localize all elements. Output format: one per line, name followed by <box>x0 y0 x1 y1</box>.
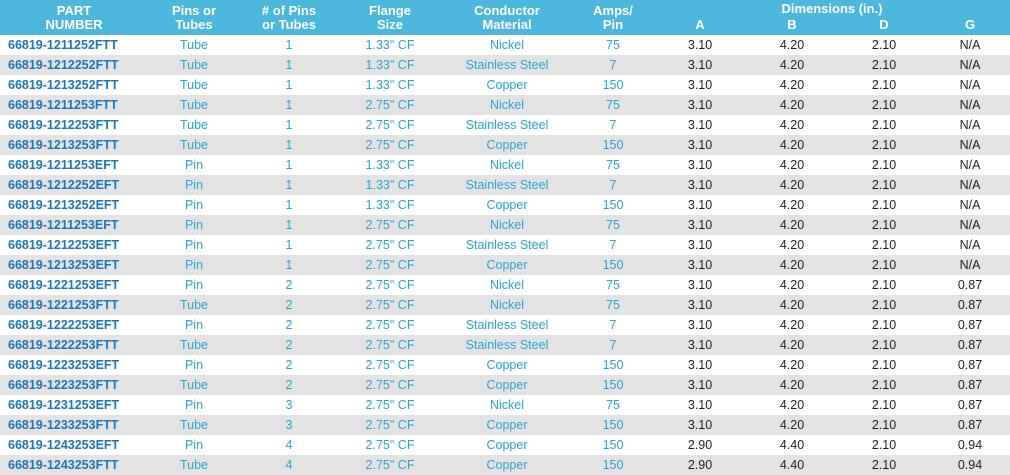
num-pins-line1: # of Pins <box>261 2 317 18</box>
cell-dim-d: 2.10 <box>838 35 930 55</box>
cell-dim-d: 2.10 <box>838 295 930 315</box>
cell-flange-size: 2.75" CF <box>338 395 442 415</box>
table-row <box>0 295 1010 315</box>
cell-count: 2 <box>240 315 338 335</box>
cell-dim-a: 3.10 <box>654 115 746 135</box>
table-row <box>0 75 1010 95</box>
cell-part-number: 66819-1243253EFT <box>0 435 148 455</box>
cell-dim-d: 2.10 <box>838 195 930 215</box>
table-row <box>0 355 1010 375</box>
cell-dim-a: 3.10 <box>654 35 746 55</box>
cell-part-number: 66819-1212252FTT <box>0 55 148 75</box>
cell-dim-d: 2.10 <box>838 355 930 375</box>
cell-pins-or-tubes: Pin <box>148 275 240 295</box>
cell-pins-or-tubes: Tube <box>148 135 240 155</box>
cell-dim-g: 0.87 <box>930 315 1010 335</box>
cell-pins-or-tubes: Pin <box>148 235 240 255</box>
cell-part-number: 66819-1211253EFT <box>0 215 148 235</box>
cell-part-number: 66819-1243253FTT <box>0 455 148 475</box>
cell-dim-b: 4.20 <box>746 415 838 435</box>
cell-conductor: Stainless Steel <box>442 115 572 135</box>
cell-dim-g: N/A <box>930 235 1010 255</box>
cell-count: 4 <box>240 435 338 455</box>
cell-dim-d: 2.10 <box>838 455 930 475</box>
cell-pins-or-tubes: Tube <box>148 35 240 55</box>
table-row <box>0 115 1010 135</box>
cell-amps: 150 <box>572 435 654 455</box>
cell-dim-a: 3.10 <box>654 95 746 115</box>
table-row <box>0 155 1010 175</box>
cell-pins-or-tubes: Tube <box>148 75 240 95</box>
cell-dim-a: 2.90 <box>654 435 746 455</box>
cell-part-number: 66819-1222253FTT <box>0 335 148 355</box>
cell-flange-size: 2.75" CF <box>338 455 442 475</box>
cell-count: 2 <box>240 355 338 375</box>
cell-dim-a: 3.10 <box>654 395 746 415</box>
cell-count: 3 <box>240 395 338 415</box>
cell-dim-b: 4.20 <box>746 295 838 315</box>
cell-flange-size: 2.75" CF <box>338 235 442 255</box>
cell-count: 1 <box>240 235 338 255</box>
cell-conductor: Stainless Steel <box>442 55 572 75</box>
cell-dim-d: 2.10 <box>838 155 930 175</box>
cell-dim-d: 2.10 <box>838 375 930 395</box>
cell-amps: 7 <box>572 115 654 135</box>
cell-amps: 75 <box>572 95 654 115</box>
cell-conductor: Copper <box>442 355 572 375</box>
cell-part-number: 66819-1211253FTT <box>0 95 148 115</box>
cell-conductor: Nickel <box>442 215 572 235</box>
cell-flange-size: 2.75" CF <box>338 375 442 395</box>
cell-dim-d: 2.10 <box>838 275 930 295</box>
cell-flange-size: 2.75" CF <box>338 335 442 355</box>
cell-part-number: 66819-1211252FTT <box>0 35 148 55</box>
cell-dim-d: 2.10 <box>838 75 930 95</box>
cell-conductor: Stainless Steel <box>442 235 572 255</box>
column-header-number-of-pins <box>240 0 338 35</box>
cell-dim-d: 2.10 <box>838 435 930 455</box>
amps-line2: Pin <box>602 16 624 32</box>
cell-dim-a: 3.10 <box>654 175 746 195</box>
cell-dim-b: 4.40 <box>746 455 838 475</box>
cell-conductor: Nickel <box>442 155 572 175</box>
cell-flange-size: 2.75" CF <box>338 415 442 435</box>
cell-dim-g: 0.87 <box>930 375 1010 395</box>
cell-conductor: Nickel <box>442 35 572 55</box>
cell-flange-size: 1.33" CF <box>338 35 442 55</box>
table-row <box>0 375 1010 395</box>
table-row <box>0 95 1010 115</box>
table-row <box>0 235 1010 255</box>
cell-count: 4 <box>240 455 338 475</box>
cell-dim-b: 4.20 <box>746 355 838 375</box>
cell-flange-size: 2.75" CF <box>338 275 442 295</box>
table-header <box>0 0 1010 35</box>
cell-dim-g: 0.94 <box>930 435 1010 455</box>
cell-part-number: 66819-1223253FTT <box>0 375 148 395</box>
cell-dim-a: 3.10 <box>654 75 746 95</box>
cell-dim-b: 4.40 <box>746 435 838 455</box>
cell-part-number: 66819-1221253FTT <box>0 295 148 315</box>
cell-pins-or-tubes: Pin <box>148 355 240 375</box>
cell-amps: 150 <box>572 455 654 475</box>
cell-dim-b: 4.20 <box>746 135 838 155</box>
cell-pins-or-tubes: Tube <box>148 375 240 395</box>
cell-conductor: Copper <box>442 135 572 155</box>
cell-dim-d: 2.10 <box>838 175 930 195</box>
cell-conductor: Copper <box>442 195 572 215</box>
table-body <box>0 35 1010 475</box>
cell-pins-or-tubes: Pin <box>148 315 240 335</box>
conductor-line1: Conductor <box>474 2 540 18</box>
table-row <box>0 195 1010 215</box>
cell-dim-b: 4.20 <box>746 75 838 95</box>
cell-flange-size: 2.75" CF <box>338 435 442 455</box>
cell-flange-size: 1.33" CF <box>338 55 442 75</box>
cell-dim-g: N/A <box>930 75 1010 95</box>
table-row <box>0 35 1010 55</box>
cell-dim-g: 0.87 <box>930 295 1010 315</box>
conductor-line2: Material <box>482 16 532 32</box>
cell-dim-g: N/A <box>930 155 1010 175</box>
cell-amps: 150 <box>572 415 654 435</box>
cell-dim-b: 4.20 <box>746 175 838 195</box>
cell-amps: 150 <box>572 355 654 375</box>
cell-count: 1 <box>240 35 338 55</box>
column-header-dim-d: D <box>838 18 930 35</box>
cell-dim-d: 2.10 <box>838 55 930 75</box>
cell-dim-b: 4.20 <box>746 235 838 255</box>
table-row <box>0 455 1010 475</box>
column-header-dim-g: G <box>930 18 1010 35</box>
cell-dim-a: 3.10 <box>654 195 746 215</box>
cell-amps: 7 <box>572 335 654 355</box>
cell-pins-or-tubes: Tube <box>148 295 240 315</box>
part-number-head-line2: NUMBER <box>45 16 103 32</box>
cell-count: 1 <box>240 175 338 195</box>
column-header-dim-b: B <box>746 18 838 35</box>
cell-amps: 7 <box>572 55 654 75</box>
cell-dim-g: N/A <box>930 195 1010 215</box>
cell-dim-g: N/A <box>930 115 1010 135</box>
column-header-amps-per-pin <box>572 0 654 35</box>
table-row <box>0 335 1010 355</box>
cell-part-number: 66819-1212253EFT <box>0 235 148 255</box>
cell-dim-b: 4.20 <box>746 315 838 335</box>
cell-part-number: 66819-1212253FTT <box>0 115 148 135</box>
cell-dim-a: 3.10 <box>654 255 746 275</box>
cell-count: 1 <box>240 135 338 155</box>
cell-part-number: 66819-1212252EFT <box>0 175 148 195</box>
part-number-head-line1: PART <box>56 2 92 18</box>
cell-part-number: 66819-1223253EFT <box>0 355 148 375</box>
table-row <box>0 135 1010 155</box>
cell-dim-d: 2.10 <box>838 215 930 235</box>
column-header-part-number <box>0 0 148 35</box>
cell-dim-d: 2.10 <box>838 395 930 415</box>
table-row <box>0 275 1010 295</box>
cell-dim-a: 2.90 <box>654 455 746 475</box>
cell-amps: 7 <box>572 235 654 255</box>
cell-dim-b: 4.20 <box>746 375 838 395</box>
cell-amps: 150 <box>572 375 654 395</box>
cell-conductor: Stainless Steel <box>442 175 572 195</box>
cell-conductor: Copper <box>442 75 572 95</box>
cell-count: 1 <box>240 195 338 215</box>
cell-dim-b: 4.20 <box>746 275 838 295</box>
cell-dim-a: 3.10 <box>654 315 746 335</box>
cell-dim-d: 2.10 <box>838 315 930 335</box>
cell-flange-size: 1.33" CF <box>338 75 442 95</box>
cell-dim-g: N/A <box>930 255 1010 275</box>
table-row <box>0 255 1010 275</box>
cell-dim-a: 3.10 <box>654 275 746 295</box>
cell-count: 1 <box>240 55 338 75</box>
cell-count: 1 <box>240 255 338 275</box>
cell-dim-b: 4.20 <box>746 55 838 75</box>
cell-part-number: 66819-1231253EFT <box>0 395 148 415</box>
cell-conductor: Copper <box>442 415 572 435</box>
cell-count: 1 <box>240 115 338 135</box>
table-row <box>0 315 1010 335</box>
cell-pins-or-tubes: Pin <box>148 195 240 215</box>
cell-conductor: Copper <box>442 255 572 275</box>
cell-amps: 75 <box>572 275 654 295</box>
cell-flange-size: 1.33" CF <box>338 195 442 215</box>
cell-flange-size: 2.75" CF <box>338 255 442 275</box>
cell-flange-size: 1.33" CF <box>338 175 442 195</box>
cell-part-number: 66819-1213252EFT <box>0 195 148 215</box>
cell-dim-g: 0.87 <box>930 395 1010 415</box>
cell-dim-g: 0.87 <box>930 355 1010 375</box>
cell-dim-a: 3.10 <box>654 295 746 315</box>
cell-count: 2 <box>240 295 338 315</box>
cell-amps: 150 <box>572 135 654 155</box>
flange-line1: Flange <box>369 2 411 18</box>
cell-dim-a: 3.10 <box>654 215 746 235</box>
cell-amps: 75 <box>572 35 654 55</box>
cell-flange-size: 2.75" CF <box>338 215 442 235</box>
column-header-dim-a: A <box>654 18 746 35</box>
cell-dim-d: 2.10 <box>838 415 930 435</box>
pins-or-tubes-line2: Tubes <box>175 16 213 32</box>
cell-pins-or-tubes: Tube <box>148 115 240 135</box>
cell-pins-or-tubes: Tube <box>148 415 240 435</box>
cell-dim-a: 3.10 <box>654 415 746 435</box>
table-row <box>0 435 1010 455</box>
cell-dim-g: N/A <box>930 135 1010 155</box>
cell-dim-b: 4.20 <box>746 215 838 235</box>
cell-conductor: Nickel <box>442 275 572 295</box>
cell-pins-or-tubes: Pin <box>148 215 240 235</box>
cell-dim-a: 3.10 <box>654 375 746 395</box>
table-row <box>0 415 1010 435</box>
cell-dim-g: 0.94 <box>930 455 1010 475</box>
cell-conductor: Nickel <box>442 95 572 115</box>
cell-dim-g: N/A <box>930 55 1010 75</box>
table-row <box>0 55 1010 75</box>
cell-conductor: Copper <box>442 375 572 395</box>
cell-amps: 7 <box>572 175 654 195</box>
cell-count: 1 <box>240 75 338 95</box>
cell-dim-a: 3.10 <box>654 55 746 75</box>
cell-flange-size: 2.75" CF <box>338 95 442 115</box>
cell-amps: 75 <box>572 295 654 315</box>
cell-dim-b: 4.20 <box>746 35 838 55</box>
cell-dim-d: 2.10 <box>838 235 930 255</box>
cell-dim-g: N/A <box>930 35 1010 55</box>
table-row <box>0 395 1010 415</box>
cell-dim-b: 4.20 <box>746 395 838 415</box>
cell-pins-or-tubes: Tube <box>148 455 240 475</box>
cell-count: 2 <box>240 375 338 395</box>
cell-part-number: 66819-1233253FTT <box>0 415 148 435</box>
cell-amps: 7 <box>572 315 654 335</box>
cell-dim-a: 3.10 <box>654 135 746 155</box>
cell-pins-or-tubes: Tube <box>148 335 240 355</box>
cell-count: 2 <box>240 275 338 295</box>
cell-dim-d: 2.10 <box>838 95 930 115</box>
cell-conductor: Nickel <box>442 295 572 315</box>
cell-amps: 150 <box>572 255 654 275</box>
cell-dim-g: 0.87 <box>930 335 1010 355</box>
cell-count: 1 <box>240 155 338 175</box>
cell-dim-g: N/A <box>930 95 1010 115</box>
cell-dim-g: N/A <box>930 215 1010 235</box>
cell-dim-d: 2.10 <box>838 115 930 135</box>
cell-amps: 150 <box>572 75 654 95</box>
cell-dim-a: 3.10 <box>654 335 746 355</box>
cell-conductor: Copper <box>442 455 572 475</box>
cell-dim-a: 3.10 <box>654 355 746 375</box>
cell-part-number: 66819-1213253FTT <box>0 135 148 155</box>
cell-flange-size: 2.75" CF <box>338 355 442 375</box>
flange-line2: Size <box>376 16 403 32</box>
table-row <box>0 215 1010 235</box>
cell-dim-d: 2.10 <box>838 135 930 155</box>
cell-pins-or-tubes: Pin <box>148 255 240 275</box>
cell-flange-size: 2.75" CF <box>338 115 442 135</box>
cell-part-number: 66819-1213252FTT <box>0 75 148 95</box>
num-pins-line2: or Tubes <box>262 16 316 32</box>
column-header-flange-size <box>338 0 442 35</box>
column-header-conductor-material <box>442 0 572 35</box>
cell-dim-g: 0.87 <box>930 275 1010 295</box>
cell-count: 1 <box>240 215 338 235</box>
pins-or-tubes-line1: Pins or <box>171 2 217 18</box>
cell-dim-b: 4.20 <box>746 195 838 215</box>
cell-conductor: Nickel <box>442 395 572 415</box>
cell-amps: 75 <box>572 215 654 235</box>
cell-part-number: 66819-1221253EFT <box>0 275 148 295</box>
cell-dim-a: 3.10 <box>654 235 746 255</box>
cell-pins-or-tubes: Pin <box>148 435 240 455</box>
cell-dim-b: 4.20 <box>746 255 838 275</box>
cell-flange-size: 2.75" CF <box>338 295 442 315</box>
cell-dim-b: 4.20 <box>746 155 838 175</box>
cell-part-number: 66819-1213253EFT <box>0 255 148 275</box>
cell-dim-g: N/A <box>930 175 1010 195</box>
cell-pins-or-tubes: Pin <box>148 175 240 195</box>
cell-pins-or-tubes: Pin <box>148 155 240 175</box>
cell-dim-a: 3.10 <box>654 155 746 175</box>
cell-count: 1 <box>240 95 338 115</box>
cell-flange-size: 2.75" CF <box>338 315 442 335</box>
cell-dim-d: 2.10 <box>838 335 930 355</box>
cell-amps: 75 <box>572 155 654 175</box>
cell-pins-or-tubes: Tube <box>148 55 240 75</box>
cell-dim-b: 4.20 <box>746 95 838 115</box>
cell-part-number: 66819-1222253EFT <box>0 315 148 335</box>
cell-conductor: Stainless Steel <box>442 315 572 335</box>
cell-amps: 75 <box>572 395 654 415</box>
cell-conductor: Copper <box>442 435 572 455</box>
cell-dim-b: 4.20 <box>746 115 838 135</box>
cell-dim-g: 0.87 <box>930 415 1010 435</box>
cell-flange-size: 2.75" CF <box>338 135 442 155</box>
table-row <box>0 175 1010 195</box>
cell-count: 2 <box>240 335 338 355</box>
cell-dim-d: 2.10 <box>838 255 930 275</box>
cell-conductor: Stainless Steel <box>442 335 572 355</box>
cell-dim-b: 4.20 <box>746 335 838 355</box>
cell-part-number: 66819-1211253EFT <box>0 155 148 175</box>
cell-pins-or-tubes: Pin <box>148 395 240 415</box>
cell-count: 3 <box>240 415 338 435</box>
column-header-dimensions-group: Dimensions (in.) <box>654 0 1010 18</box>
amps-line1: Amps/ <box>593 2 633 18</box>
cell-flange-size: 1.33" CF <box>338 155 442 175</box>
cell-pins-or-tubes: Tube <box>148 95 240 115</box>
cell-amps: 150 <box>572 195 654 215</box>
column-header-pins-or-tubes <box>148 0 240 35</box>
